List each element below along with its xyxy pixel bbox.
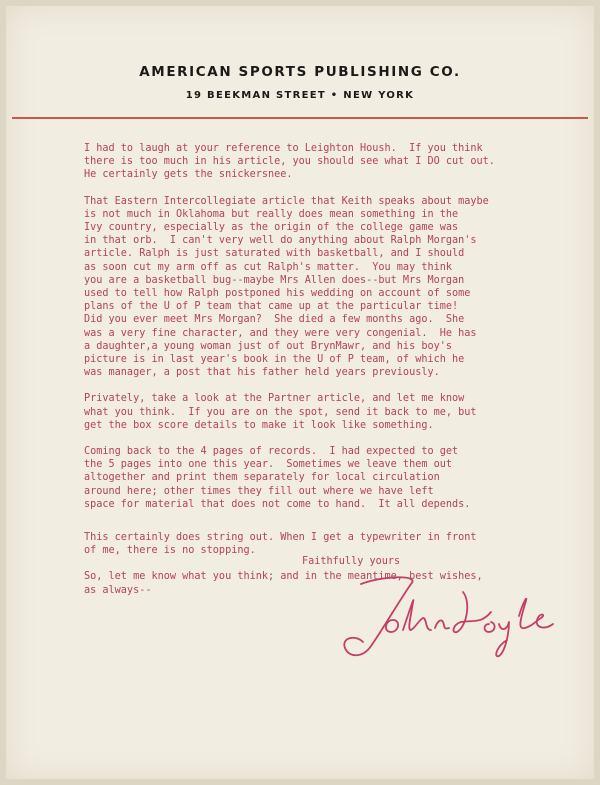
signature [341,572,566,662]
letterhead-rule [12,117,588,119]
letter-body [84,142,554,610]
paragraph-5: This certainly does string out. When I get a typewriter in front of me, there is no stopping. [84,532,477,557]
paragraph-4: Coming back to the 4 pages of records. I had expected to get the 5 pages into one this year. Sometimes we leave them out altogether and print them separately for local circulation around here; other times they fill out where we have left space for material that does not come to hand. It all depends. [84,446,471,510]
paragraph-6: So, let me know what you think; and in the meantime, best wishes, as always-- [84,571,483,596]
paragraph-2: That Eastern Intercollegiate article that Keith speaks about maybe is not much in Oklahoma but really does mean something in the Ivy country, especially as the origin of the college game was in that orb. I can't very well do anything about Ralph Morgan's article. Ralph is just saturated with basketball, and I should as soon cut my arm off as cut Ralph's matter. You may think you are a basketball bug--maybe Mrs Allen does--but Mrs Morgan used to tell how Ralph postponed his wedding on account of some plans of the U of P team that came up at the particular time! Did you ever meet Mrs Morgan? She died a few months ago. She was a very fine character, and they were very congenial. He has a daughter,a young woman just of out BrynMawr, and his boy's picture is in last year's book in the U of P team, of which he was manager, a post that his father held years previously. [84,195,489,379]
paragraph-3: Privately, take a look at the Partner article, and let me know what you think. If you are on the spot, send it back to me, but get the box score details to make it look like something. [84,393,477,431]
company-address: 19 BEEKMAN STREET • NEW YORK [185,90,415,101]
letter-page [6,6,594,779]
paragraph-1: I had to laugh at your reference to Leighton Housh. If you think there is too much in his article, you should see what I DO cut out. He certainly gets the snickersnee. [84,143,495,181]
closing: Faithfully yours [302,556,401,567]
company-name: AMERICAN SPORTS PUBLISHING CO. [139,64,461,80]
letterhead [6,64,594,101]
